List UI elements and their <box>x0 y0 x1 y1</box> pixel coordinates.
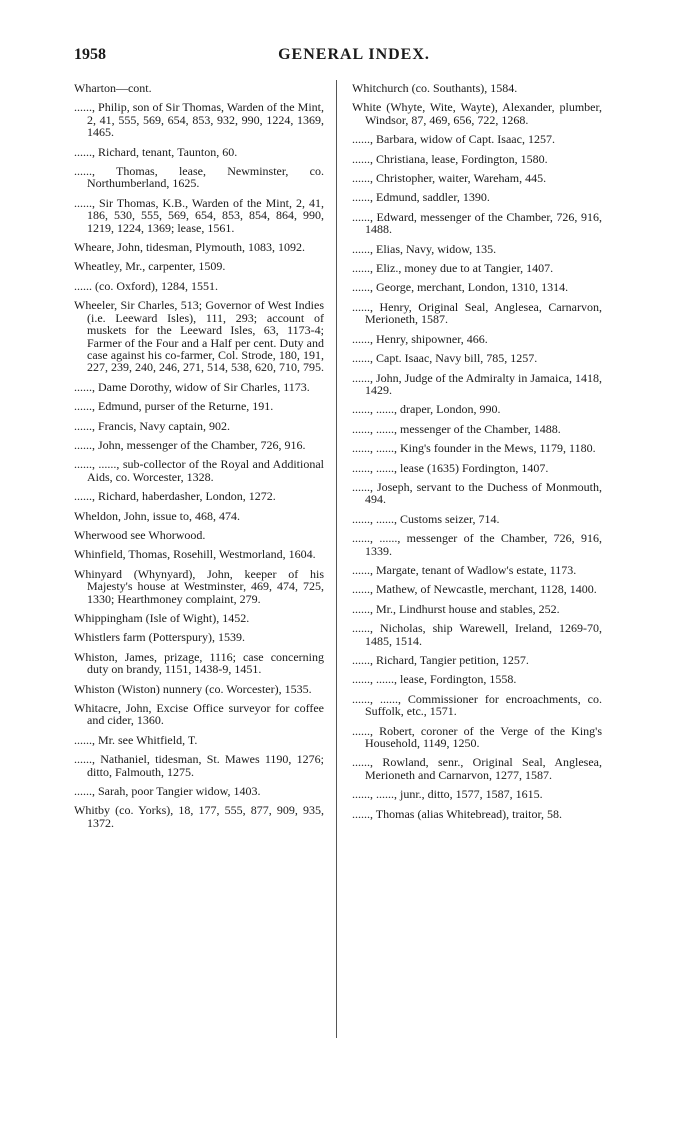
page-header <box>74 46 634 70</box>
index-entry: Wheare, John, tidesman, Plymouth, 1083, 1092. <box>74 240 305 255</box>
index-entry: ......, Capt. Isaac, Navy bill, 785, 1257. <box>352 351 538 366</box>
index-entry: ......, Edmund, purser of the Returne, 191. <box>74 399 274 414</box>
index-entry: ......, ......, lease (1635) Fordington, 1407. <box>352 460 549 475</box>
index-entry: ......, Richard, haberdasher, London, 1272. <box>74 489 276 504</box>
index-entry: ......, ......, junr., ditto, 1577, 1587, 1615. <box>352 787 543 802</box>
index-entry: ......, Margate, tenant of Wadlow's estate, 1173. <box>352 562 577 577</box>
column-divider <box>336 80 337 1038</box>
index-entry: ...... (co. Oxford), 1284, 1551. <box>74 278 218 293</box>
page-number: 1958 <box>74 46 106 63</box>
index-entry: White (Whyte, Wite, Wayte), Alexander, plumber, Windsor, 87, 469, 656, 722, 1268. <box>352 100 602 127</box>
index-entry: ......, ......, lease, Fordington, 1558. <box>352 672 517 687</box>
index-entry: ......, Rowland, senr., Original Seal, Anglesea, Merioneth and Carnarvon, 1277, 1587. <box>352 755 602 782</box>
index-entry: Whiston, James, prizage, 1116; case concerning duty on brandy, 1151, 1438-9, 1451. <box>74 649 324 677</box>
index-entry: ......, Elias, Navy, widow, 135. <box>352 241 497 256</box>
index-entry: ......, John, messenger of the Chamber, 726, 916. <box>74 437 306 452</box>
index-entry: ......, Sarah, poor Tangier widow, 1403. <box>74 784 261 799</box>
index-entry: ......, ......, draper, London, 990. <box>352 402 501 417</box>
index-entry: ......, Eliz., money due to at Tangier, 1407. <box>352 261 554 276</box>
index-entry: ......, Thomas (alias Whitebread), traitor, 58. <box>352 806 563 821</box>
index-entry: ......, Christopher, waiter, Wareham, 445. <box>352 171 547 186</box>
index-column-right <box>352 82 602 827</box>
index-entry: Wherwood see Whorwood. <box>74 527 206 542</box>
index-entry: Whinyard (Whynyard), John, keeper of his Majesty's house at Westminster, 469, 474, 725, 1330; Hearthmoney complaint, 279. <box>74 566 324 606</box>
index-entry: Whiston (Wiston) nunnery (co. Worcester), 1535. <box>74 681 312 696</box>
index-entry: ......, Philip, son of Sir Thomas, Warden of the Mint, 2, 41, 555, 569, 654, 853, 932, 990, 1224, 1369, 1465. <box>74 100 324 140</box>
index-entry: ......, ......, Customs seizer, 714. <box>352 511 500 526</box>
index-entry: ......, Richard, Tangier petition, 1257. <box>352 653 529 667</box>
index-entry: ......, ......, King's founder in the Mews, 1179, 1180. <box>352 441 596 456</box>
index-entry: ......, Edward, messenger of the Chamber, 726, 916, 1488. <box>352 209 602 237</box>
index-entry: ......, Joseph, servant to the Duchess of Monmouth, 494. <box>352 479 602 507</box>
index-entry: ......, Edmund, saddler, 1390. <box>352 190 490 205</box>
index-entry: ......, ......, Commissioner for encroachments, co. Suffolk, etc., 1571. <box>352 691 602 719</box>
index-entry: ......, ......, sub-collector of the Royal and Additional Aids, co. Worcester, 1328. <box>74 457 324 484</box>
index-entry: ......, Robert, coroner of the Verge of the King's Household, 1149, 1250. <box>352 723 602 751</box>
index-entry: ......, Barbara, widow of Capt. Isaac, 1257. <box>352 132 555 147</box>
index-entry: ......, Mr., Lindhurst house and stables, 252. <box>352 601 560 616</box>
page-title: GENERAL INDEX. <box>278 46 430 63</box>
index-entry: ......, Christiana, lease, Fordington, 1580. <box>352 151 548 166</box>
index-entry: Whitchurch (co. Southants), 1584. <box>352 81 518 95</box>
index-entry: Wheatley, Mr., carpenter, 1509. <box>74 259 226 274</box>
index-entry: Wheldon, John, issue to, 468, 474. <box>74 508 240 523</box>
index-entry: Whitby (co. Yorks), 18, 177, 555, 877, 909, 935, 1372. <box>74 803 324 830</box>
index-entry: ......, Sir Thomas, K.B., Warden of the Mint, 2, 41, 186, 530, 555, 569, 654, 853, 854, 864, 990, 1219, 1224, 1369; lease, 1561. <box>74 195 324 235</box>
index-entry: ......, Nathaniel, tidesman, St. Mawes 1190, 1276; ditto, Falmouth, 1275. <box>74 752 324 779</box>
index-entry: Whistlers farm (Potterspury), 1539. <box>74 630 245 645</box>
index-entry: Whitacre, John, Excise Office surveyor for coffee and cider, 1360. <box>74 701 324 728</box>
index-entry: ......, John, Judge of the Admiralty in Jamaica, 1418, 1429. <box>352 370 602 397</box>
index-entry: ......, Henry, Original Seal, Anglesea, Carnarvon, Merioneth, 1587. <box>352 299 602 327</box>
index-entry: Wheeler, Sir Charles, 513; Governor of West Indies (i.e. Leeward Isles), 111, 293; account of muskets for the Leeward Isles, 63, 1173-4; Farmer of the Four and a Half per cent. Duty and case against his co-farmer, Col. Strode, 180, 191, 227, 239, 240, 246, 271, 514, 538, 620, 710, 795. <box>74 298 324 375</box>
index-entry: ......, Nicholas, ship Warewell, Ireland, 1269-70, 1485, 1514. <box>352 621 602 648</box>
index-entry: ......, Mathew, of Newcastle, merchant, 1128, 1400. <box>352 582 597 597</box>
index-entry: ......, Henry, shipowner, 466. <box>352 331 488 346</box>
index-entry: ......, George, merchant, London, 1310, 1314. <box>352 280 569 295</box>
index-entry: Whinfield, Thomas, Rosehill, Westmorland, 1604. <box>74 547 316 562</box>
index-entry: Wharton—cont. <box>74 81 152 95</box>
index-entry: ......, Dame Dorothy, widow of Sir Charles, 1173. <box>74 379 310 394</box>
index-entry: ......, Mr. see Whitfield, T. <box>74 732 198 747</box>
index-column-left <box>74 82 324 836</box>
index-entry: ......, Thomas, lease, Newminster, co. Northumberland, 1625. <box>74 164 324 191</box>
index-entry: ......, ......, messenger of the Chamber, 726, 916, 1339. <box>352 531 602 558</box>
index-entry: Whippingham (Isle of Wight), 1452. <box>74 611 250 625</box>
index-entry: ......, Francis, Navy captain, 902. <box>74 418 230 433</box>
index-entry: ......, ......, messenger of the Chamber, 1488. <box>352 421 561 436</box>
index-entry: ......, Richard, tenant, Taunton, 60. <box>74 144 238 159</box>
